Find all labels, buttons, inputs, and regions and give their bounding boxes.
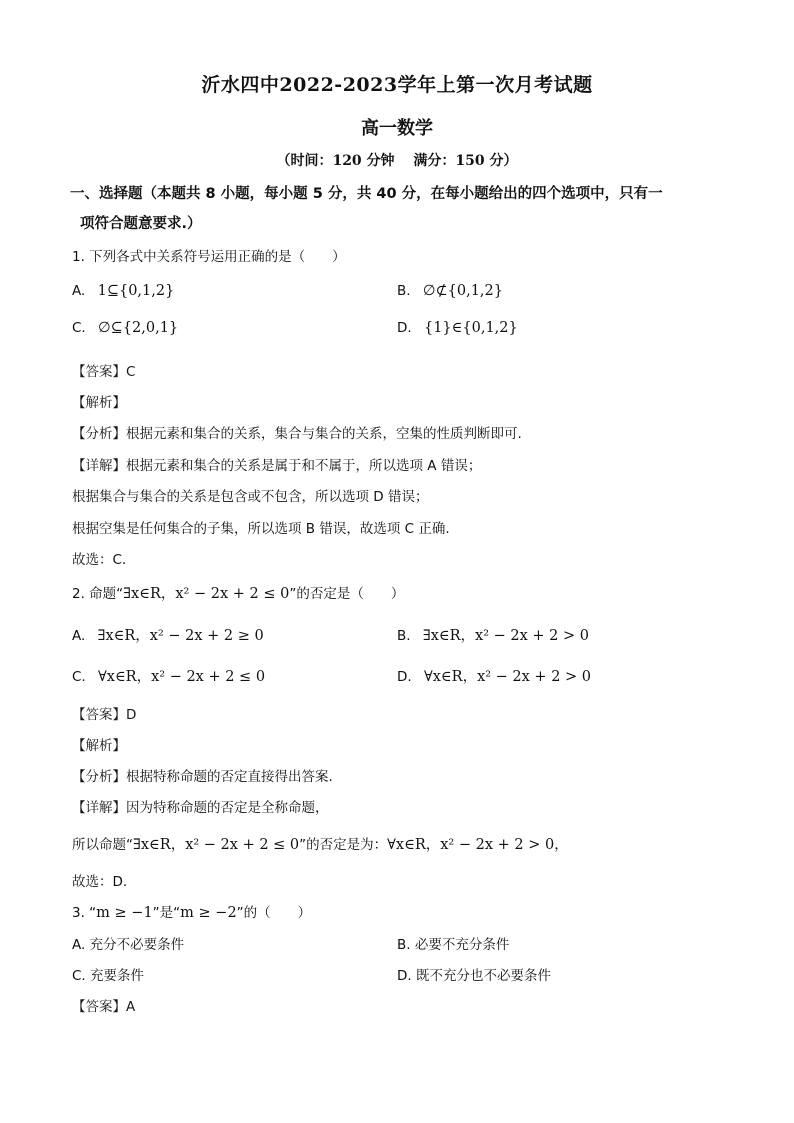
q1-fenxi-tag: 【分析】 [72,426,126,442]
q2-xiangjie-line2 [72,833,569,854]
q3-stem-mid: ”是“ [152,905,181,921]
q2-xiangjie-tag: 【详解】 [72,800,126,816]
q1-option-c-math: ∅⊆{2,0,1} [98,320,179,336]
q2-option-a [72,624,264,645]
q2-option-c-label: C. [72,669,86,685]
subject-title: 高一数学 [361,118,433,139]
q2-stem [72,582,404,603]
q3-option-b: B. 必要不充分条件 [397,937,510,953]
q2-stem-post: ”的否定是（ ） [289,586,405,602]
q1-xiangjie-tag: 【详解】 [72,458,126,474]
q2-option-d [397,665,591,686]
q1-final: 故选：C. [72,552,127,568]
q1-answer-value: C [126,364,136,380]
q3-answer-tag: 【答案】 [72,999,126,1015]
q3-stem-math1: m ≥ −1 [96,905,153,921]
q2-stem-pre: 2. 命题“ [72,586,124,602]
q1-option-b [397,283,503,299]
q1-xiangjie-text1: 根据元素和集合的关系是属于和不属于，所以选项 A 错误； [126,458,482,474]
q1-option-b-math: ∅⊄{0,1,2} [422,283,503,299]
q2-option-d-math: ∀x∈R，x² − 2x + 2 > 0 [423,669,592,685]
q1-option-d [397,320,518,336]
q1-option-a [72,283,174,299]
q2-option-c-math: ∀x∈R，x² − 2x + 2 ≤ 0 [98,669,266,685]
q1-option-c-label: C. [72,320,86,336]
q3-stem [72,901,311,921]
q2-line-math1: ∃x∈R，x² − 2x + 2 ≤ 0 [133,837,300,853]
q1-option-a-label: A. [72,283,86,299]
q2-option-b-math: ∃x∈R，x² − 2x + 2 > 0 [422,628,590,644]
q2-final: 故选：D. [72,874,128,890]
q2-answer-value: D [126,707,137,723]
q2-option-b-label: B. [397,628,411,644]
exam-title: 沂水四中2022-2023学年上第一次月考试题 [201,74,593,96]
q2-fenxi-tag: 【分析】 [72,769,126,785]
q1-option-a-math: 1⊆{0,1,2} [97,283,175,299]
q3-stem-math2: m ≥ −2 [180,905,237,921]
q2-fenxi [72,765,333,785]
q2-option-b [397,624,589,645]
q1-fenxi-text: 根据元素和集合的关系，集合与集合的关系，空集的性质判断即可. [126,426,522,442]
section-heading-line1: 一、选择题（本题共 8 小题，每小题 5 分，共 40 分，在每小题给出的四个选项中，只有一 [70,186,663,202]
q1-option-b-label: B. [397,283,411,299]
q1-answer-tag: 【答案】 [72,364,126,380]
q2-line-pre: 所以命题“ [72,837,133,853]
q2-answer [72,703,136,723]
section-heading-line2: 项符合题意要求.） [80,216,202,232]
q1-option-c [72,320,178,336]
q2-line-mid: ”的否定是为： [299,837,388,853]
q1-xiangjie-line2: 根据集合与集合的关系是包含或不包含，所以选项 D 错误； [72,489,429,505]
q2-option-a-label: A. [72,628,86,644]
q3-answer [72,995,135,1015]
exam-meta: （时间：120 分钟 满分：150 分） [276,153,518,169]
q2-xiangjie [72,796,329,816]
q3-option-a: A. 充分不必要条件 [72,937,185,953]
q1-option-d-label: D. [397,320,412,336]
q1-option-d-math: {1}∈{0,1,2} [423,320,518,336]
q3-stem-post: ”的（ ） [236,905,312,921]
q3-option-c: C. 充要条件 [72,968,145,984]
q1-stem: 1. 下列各式中关系符号运用正确的是（ ） [72,249,346,265]
q1-answer [72,360,135,380]
q1-xiangjie-line3: 根据空集是任何集合的子集，所以选项 B 错误，故选项 C 正确. [72,521,450,537]
q1-xiangjie [72,454,481,474]
q3-answer-value: A [126,999,136,1015]
q2-line-math2: ∀x∈R，x² − 2x + 2 > 0， [387,837,569,853]
q2-option-a-math: ∃x∈R，x² − 2x + 2 ≥ 0 [97,628,264,644]
q2-option-d-label: D. [397,669,412,685]
q2-fenxi-text: 根据特称命题的否定直接得出答案. [126,769,333,785]
q2-stem-math: ∃x∈R，x² − 2x + 2 ≤ 0 [123,586,290,602]
q2-xiangjie-text1: 因为特称命题的否定是全称命题， [126,800,329,816]
q2-jiexi: 【解析】 [72,738,126,754]
q1-jiexi: 【解析】 [72,395,126,411]
q2-option-c [72,665,265,686]
q2-answer-tag: 【答案】 [72,707,126,723]
q3-option-d: D. 既不充分也不必要条件 [397,968,551,984]
q3-stem-pre: 3. “ [72,905,97,921]
q1-fenxi [72,422,522,442]
